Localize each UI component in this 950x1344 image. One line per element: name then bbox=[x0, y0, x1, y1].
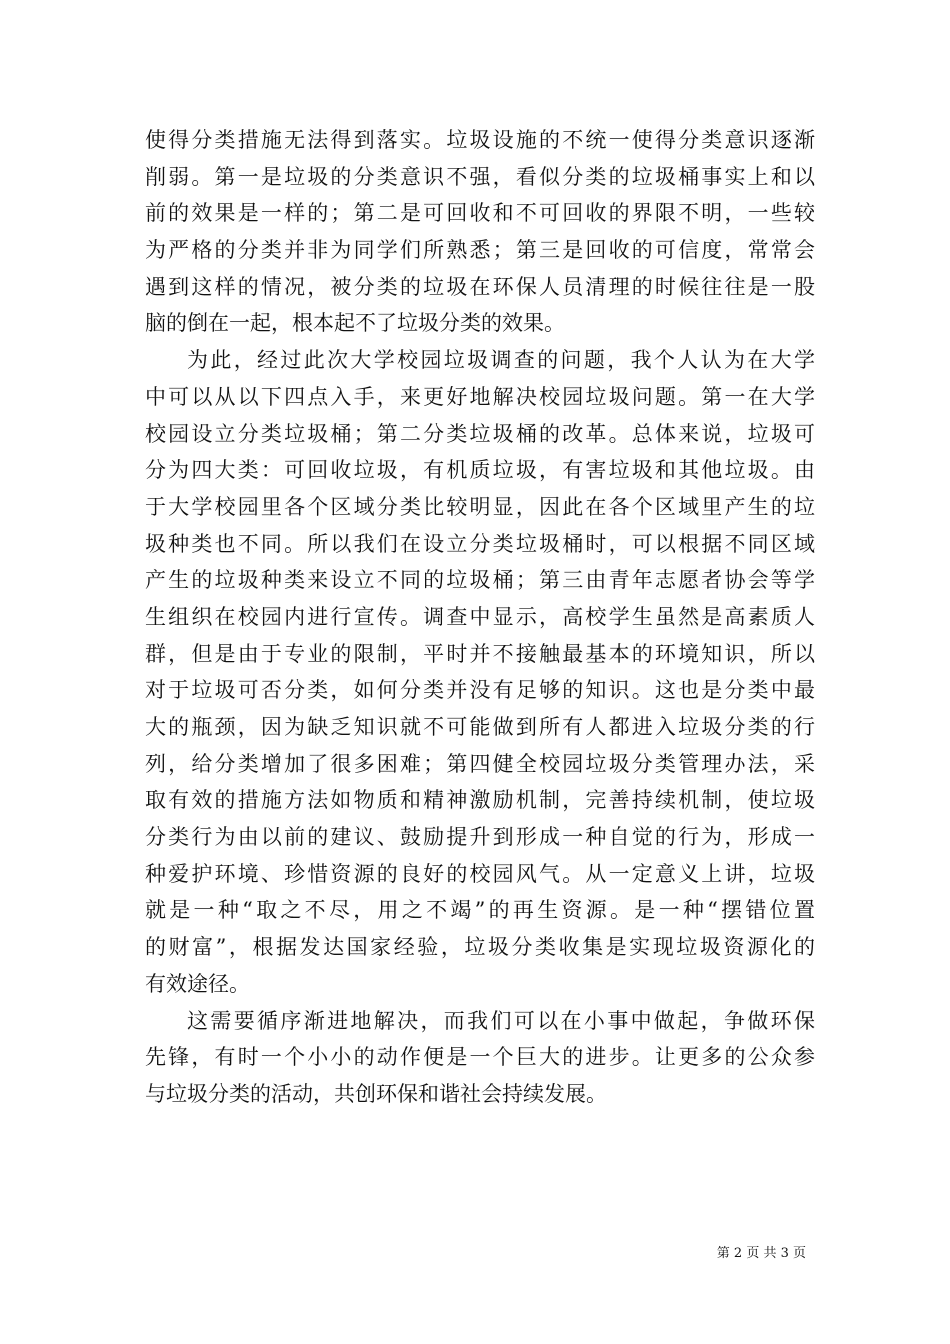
paragraph bbox=[145, 122, 815, 342]
text-line: 中可以从以下四点入手，来更好地解决校园垃圾问题。第一在大学 bbox=[145, 384, 815, 409]
text-line: 就是一种“取之不尽，用之不竭”的再生资源。是一种“摆错位置 bbox=[145, 898, 815, 923]
text-line: 先锋，有时一个小小的动作便是一个巨大的进步。让更多的公众参 bbox=[145, 1045, 815, 1070]
text-line: 分为四大类：可回收垃圾，有机质垃圾，有害垃圾和其他垃圾。由 bbox=[145, 458, 815, 483]
paragraph bbox=[145, 1003, 815, 1113]
text-line: 生组织在校园内进行宣传。调查中显示，高校学生虽然是高素质人 bbox=[145, 604, 815, 629]
text-line: 的财富”，根据发达国家经验，垃圾分类收集是实现垃圾资源化的 bbox=[145, 935, 815, 960]
text-line: 列，给分类增加了很多困难；第四健全校园垃圾分类管理办法，采 bbox=[145, 751, 815, 776]
text-line: 削弱。第一是垃圾的分类意识不强，看似分类的垃圾桶事实上和以 bbox=[145, 164, 815, 189]
text-line: 脑的倒在一起，根本起不了垃圾分类的效果。 bbox=[145, 311, 565, 336]
page-number-footer: 第 2 页 共 3 页 bbox=[716, 1246, 806, 1261]
text-line: 分类行为由以前的建议、鼓励提升到形成一种自觉的行为，形成一 bbox=[145, 825, 815, 850]
text-line: 遇到这样的情况，被分类的垃圾在环保人员清理的时候往往是一股 bbox=[145, 274, 815, 299]
text-line: 种爱护环境、珍惜资源的良好的校园风气。从一定意义上讲，垃圾 bbox=[145, 861, 815, 886]
text-line: 与垃圾分类的活动，共创环保和谐社会持续发展。 bbox=[145, 1081, 607, 1106]
text-line: 使得分类措施无法得到落实。垃圾设施的不统一使得分类意识逐渐 bbox=[145, 128, 815, 152]
text-line: 校园设立分类垃圾桶；第二分类垃圾桶的改革。总体来说，垃圾可 bbox=[145, 421, 815, 446]
text-line: 产生的垃圾种类来设立不同的垃圾桶；第三由青年志愿者协会等学 bbox=[145, 568, 815, 593]
text-line: 取有效的措施方法如物质和精神激励机制，完善持续机制，使垃圾 bbox=[145, 788, 815, 813]
text-line: 为严格的分类并非为同学们所熟悉；第三是回收的可信度，常常会 bbox=[145, 238, 815, 263]
text-line: 为此，经过此次大学校园垃圾调查的问题，我个人认为在大学 bbox=[187, 348, 815, 373]
document-body bbox=[145, 122, 815, 1113]
text-line: 对于垃圾可否分类，如何分类并没有足够的知识。这也是分类中最 bbox=[145, 678, 815, 703]
text-line: 于大学校园里各个区域分类比较明显，因此在各个区域里产生的垃 bbox=[145, 494, 815, 519]
text-line: 前的效果是一样的；第二是可回收和不可回收的界限不明，一些较 bbox=[145, 201, 815, 226]
text-line: 大的瓶颈，因为缺乏知识就不可能做到所有人都进入垃圾分类的行 bbox=[145, 715, 815, 739]
text-line: 这需要循序渐进地解决，而我们可以在小事中做起，争做环保 bbox=[187, 1008, 815, 1033]
text-line: 圾种类也不同。所以我们在设立分类垃圾桶时，可以根据不同区域 bbox=[145, 531, 815, 556]
paragraph bbox=[145, 342, 815, 1002]
text-line: 有效途径。 bbox=[145, 971, 250, 996]
text-line: 群，但是由于专业的限制，平时并不接触最基本的环境知识，所以 bbox=[145, 641, 815, 666]
